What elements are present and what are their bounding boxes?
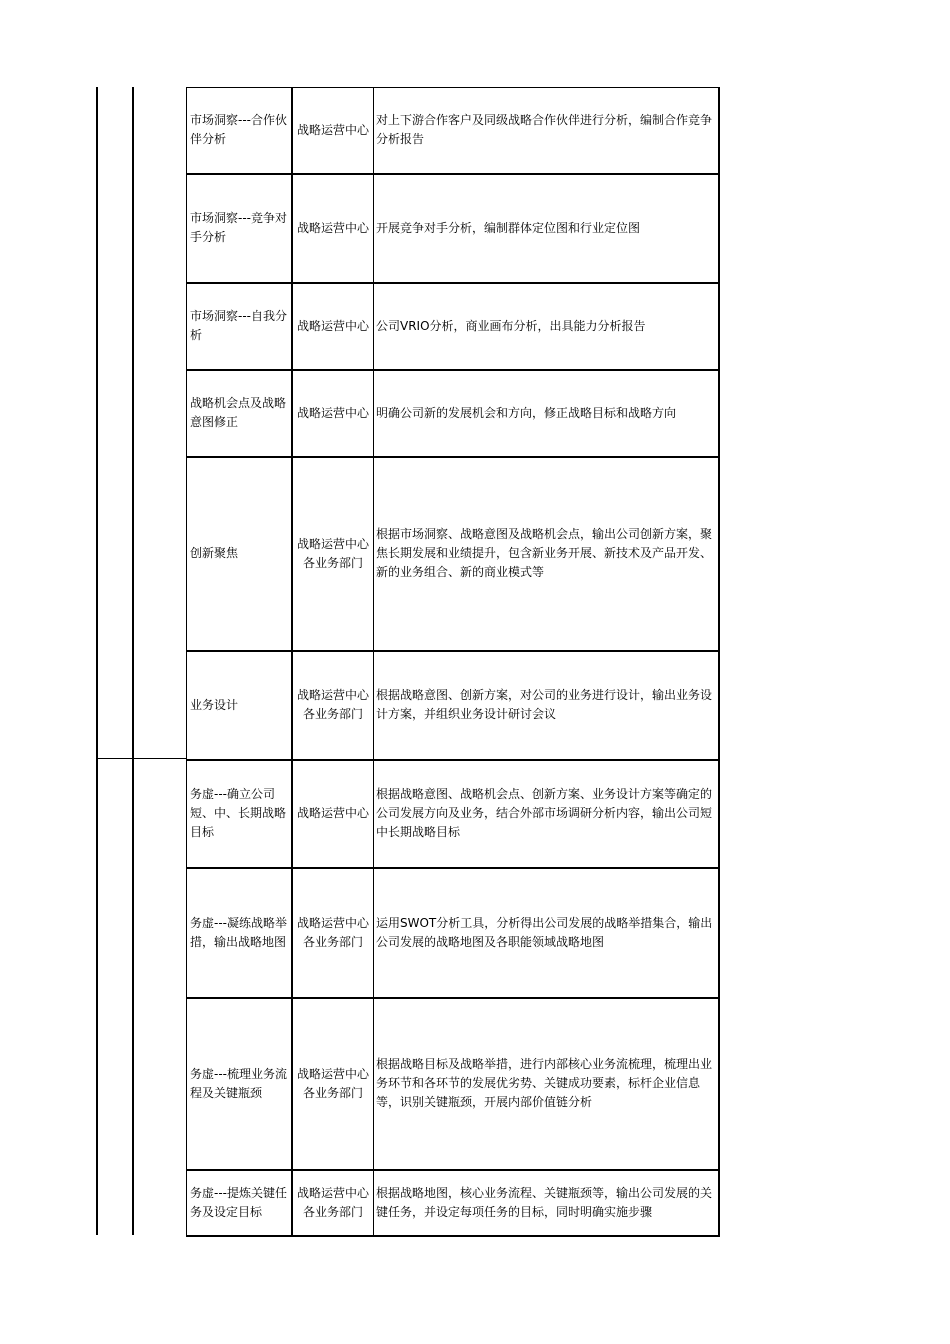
table-row (187, 998, 720, 1170)
desc-cell: 开展竞争对手分析，编制群体定位图和行业定位图 (374, 174, 720, 283)
dept-cell: 战略运营中心各业务部门 (292, 868, 374, 998)
dept-cell: 战略运营中心 (292, 88, 374, 174)
task-cell: 务虚---梳理业务流程及关键瓶颈 (187, 998, 293, 1170)
dept-cell: 战略运营中心 (292, 370, 374, 457)
task-cell: 市场洞察---自我分析 (187, 283, 293, 370)
desc-cell: 根据战略地图，核心业务流程、关键瓶颈等，输出公司发展的关键任务，并设定每项任务的目标，同时明确实施步骤 (374, 1170, 720, 1236)
dept-cell: 战略运营中心 (292, 760, 374, 868)
task-cell: 创新聚焦 (187, 457, 293, 651)
table-row (187, 651, 720, 760)
table-row (187, 283, 720, 370)
table-row (187, 370, 720, 457)
dept-cell: 战略运营中心 (292, 283, 374, 370)
dept-cell: 战略运营中心各业务部门 (292, 457, 374, 651)
table-row (187, 174, 720, 283)
dept-cell: 战略运营中心各业务部门 (292, 651, 374, 760)
desc-cell: 对上下游合作客户及同级战略合作伙伴进行分析，编制合作竞争分析报告 (374, 88, 720, 174)
task-cell: 务虚---提炼关键任务及设定目标 (187, 1170, 293, 1236)
strategy-task-table (186, 87, 720, 1237)
task-cell: 市场洞察---合作伙伴分析 (187, 88, 293, 174)
table-row (187, 457, 720, 651)
table-row (187, 88, 720, 174)
dept-cell: 战略运营中心各业务部门 (292, 1170, 374, 1236)
table-row (187, 868, 720, 998)
task-cell: 业务设计 (187, 651, 293, 760)
desc-cell: 根据战略目标及战略举措，进行内部核心业务流梳理，梳理出业务环节和各环节的发展优劣势、关键成功要素，标杆企业信息等，识别关键瓶颈，开展内部价值链分析 (374, 998, 720, 1170)
task-cell: 战略机会点及战略意图修正 (187, 370, 293, 457)
desc-cell: 根据战略意图、创新方案，对公司的业务进行设计，输出业务设计方案，并组织业务设计研讨会议 (374, 651, 720, 760)
table-row (187, 1170, 720, 1236)
left-divider (96, 758, 186, 759)
task-cell: 市场洞察---竞争对手分析 (187, 174, 293, 283)
task-cell: 务虚---确立公司短、中、长期战略目标 (187, 760, 293, 868)
desc-cell: 明确公司新的发展机会和方向，修正战略目标和战略方向 (374, 370, 720, 457)
task-cell: 务虚---凝练战略举措，输出战略地图 (187, 868, 293, 998)
left-border-1 (96, 87, 98, 1235)
desc-cell: 公司VRIO分析，商业画布分析，出具能力分析报告 (374, 283, 720, 370)
left-border-2 (132, 87, 134, 1235)
dept-cell: 战略运营中心 (292, 174, 374, 283)
table-row (187, 760, 720, 868)
desc-cell: 根据战略意图、战略机会点、创新方案、业务设计方案等确定的公司发展方向及业务，结合外部市场调研分析内容，输出公司短中长期战略目标 (374, 760, 720, 868)
dept-cell: 战略运营中心各业务部门 (292, 998, 374, 1170)
desc-cell: 根据市场洞察、战略意图及战略机会点，输出公司创新方案，聚焦长期发展和业绩提升，包含新业务开展、新技术及产品开发、新的业务组合、新的商业模式等 (374, 457, 720, 651)
desc-cell: 运用SWOT分析工具，分析得出公司发展的战略举措集合，输出公司发展的战略地图及各职能领域战略地图 (374, 868, 720, 998)
